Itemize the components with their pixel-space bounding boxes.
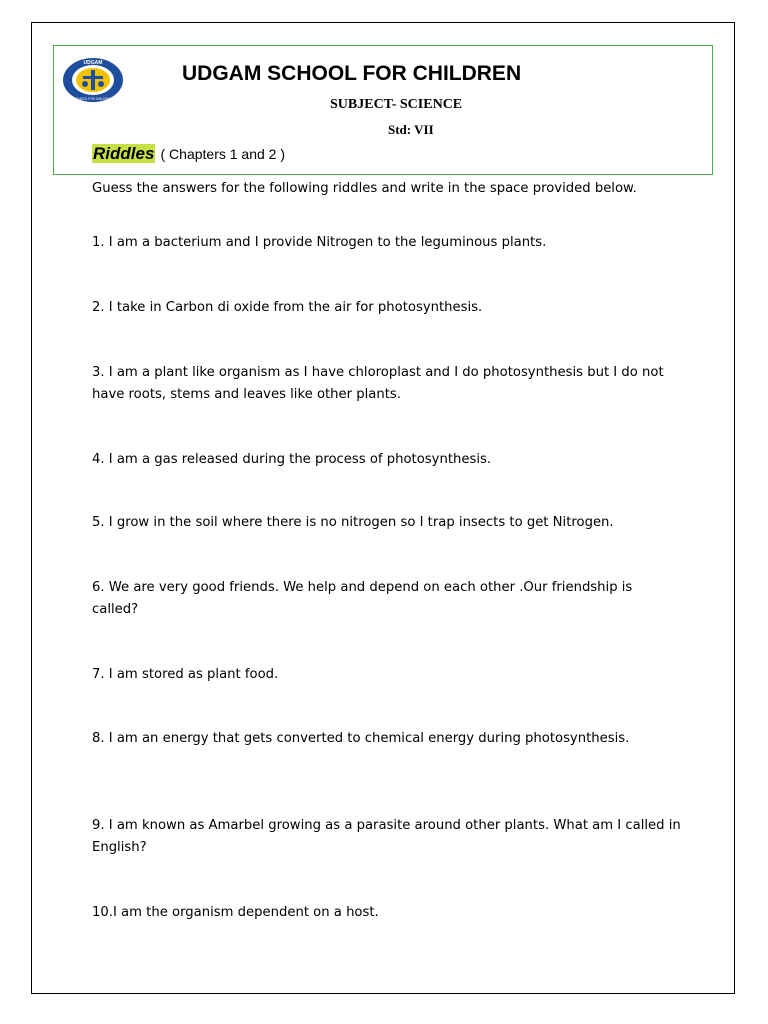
riddle-4: 4. I am a gas released during the process of photosynthesis. xyxy=(92,452,492,467)
logo-bottom-text: SCHOOL FOR CHILDREN xyxy=(73,97,113,101)
subject-label: SUBJECT- SCIENCE xyxy=(330,97,463,112)
worksheet-subtitle: ( Chapters 1 and 2 ) xyxy=(160,146,286,162)
school-name: UDGAM SCHOOL FOR CHILDREN xyxy=(182,62,522,85)
instructions: Guess the answers for the following riddles and write in the space provided below. xyxy=(92,181,637,196)
riddle-8: 8. I am an energy that gets converted to chemical energy during photosynthesis. xyxy=(92,731,630,746)
worksheet-title-row xyxy=(92,144,285,164)
riddle-9: 9. I am known as Amarbel growing as a parasite around other plants. What am I called in English? xyxy=(92,818,681,855)
worksheet-title: Riddles xyxy=(93,144,155,163)
riddle-1: 1. I am a bacterium and I provide Nitrogen to the leguminous plants. xyxy=(92,235,547,250)
riddle-5: 5. I grow in the soil where there is no nitrogen so I trap insects to get Nitrogen. xyxy=(92,515,614,530)
riddle-3: 3. I am a plant like organism as I have chloroplast and I do photosynthesis but I do not have roots, stems and leaves like other plants. xyxy=(92,365,664,402)
riddle-6: 6. We are very good friends. We help and depend on each other .Our friendship is called? xyxy=(92,580,633,617)
logo-top-text: UDGAM xyxy=(83,60,103,66)
riddle-7: 7. I am stored as plant food. xyxy=(92,667,279,682)
riddle-10: 10.I am the organism dependent on a host. xyxy=(92,905,379,920)
riddle-2: 2. I take in Carbon di oxide from the air for photosynthesis. xyxy=(92,300,483,315)
standard-label: Std: VII xyxy=(388,122,434,137)
udgam-school-logo-icon xyxy=(61,56,125,104)
